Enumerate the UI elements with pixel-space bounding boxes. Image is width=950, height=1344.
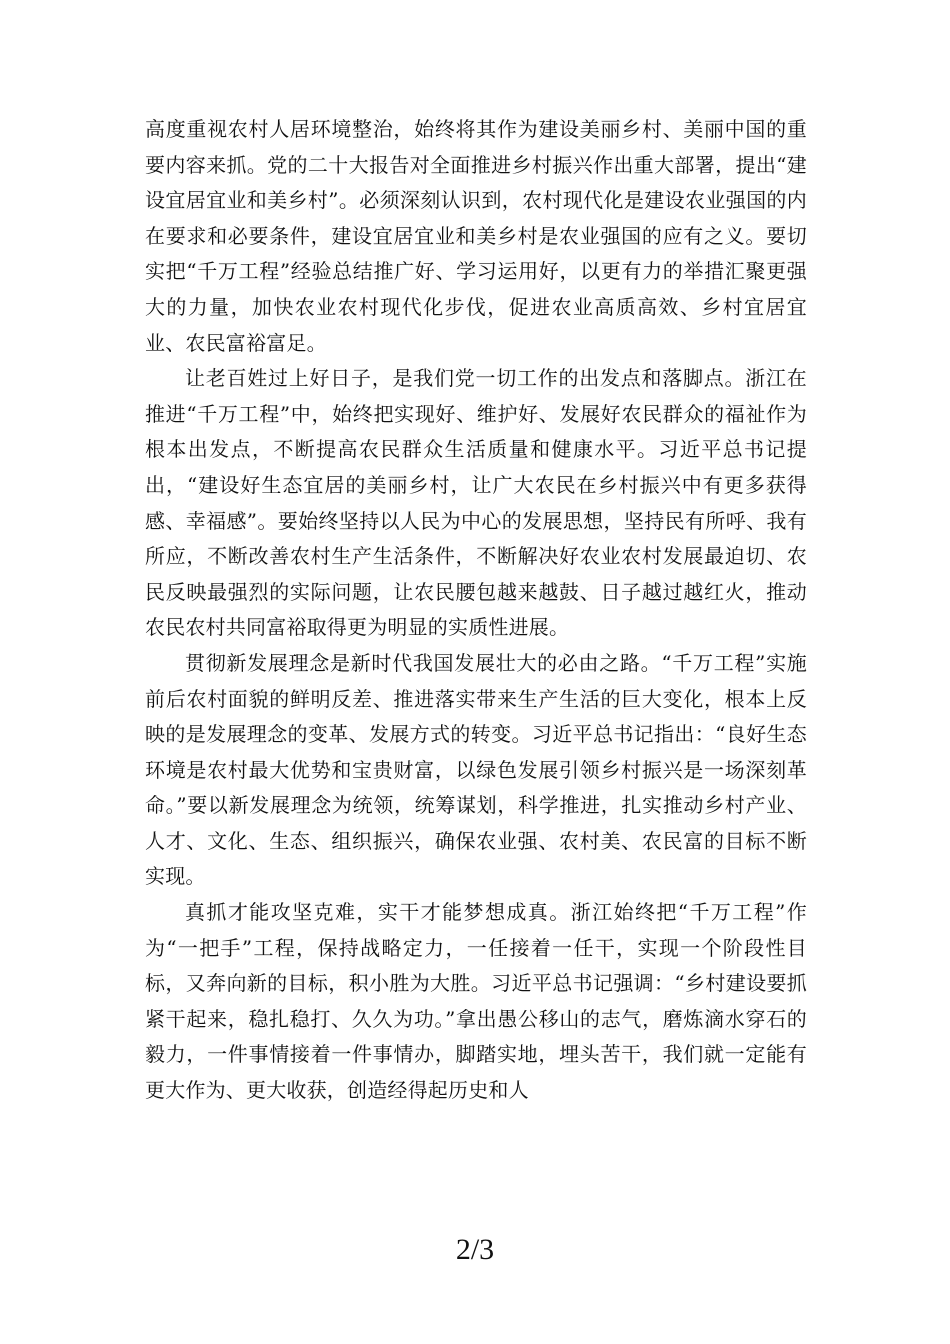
page-number: 2/3	[455, 1233, 495, 1266]
paragraph-3: 贯彻新发展理念是新时代我国发展壮大的必由之路。“千万工程”实施前后农村面貌的鲜明反差、推进落实带来生产生活的巨大变化，根本上反映的是发展理念的变革、发展方式的转变。习近平总书记指出：“良好生态环境是农村最大优势和宝贵财富，以绿色发展引领乡村振兴是一场深刻革命。”要以新发展理念为统领，统筹谋划，科学推进，扎实推动乡村产业、人才、文化、生态、组织振兴，确保农业强、农村美、农民富的目标不断实现。	[145, 650, 807, 889]
paragraph-2: 让老百姓过上好日子，是我们党一切工作的出发点和落脚点。浙江在推进“千万工程”中，始终把实现好、维护好、发展好农民群众的福祉作为根本出发点，不断提高农民群众生活质量和健康水平。习近平总书记提出，“建设好生态宜居的美丽乡村，让广大农民在乡村振兴中有更多获得感、幸福感”。要始终坚持以人民为中心的发展思想，坚持民有所呼、我有所应，不断改善农村生产生活条件，不断解决好农业农村发展最迫切、农民反映最强烈的实际问题，让农民腰包越来越鼓、日子越过越红火，推动农民农村共同富裕取得更为明显的实质性进展。	[145, 366, 807, 640]
paragraph-1: 高度重视农村人居环境整治，始终将其作为建设美丽乡村、美丽中国的重要内容来抓。党的二十大报告对全面推进乡村振兴作出重大部署，提出“建设宜居宜业和美乡村”。必须深刻认识到，农村现代化是建设农业强国的内在要求和必要条件，建设宜居宜业和美乡村是农业强国的应有之义。要切实把“千万工程”经验总结推广好、学习运用好，以更有力的举措汇聚更强大的力量，加快农业农村现代化步伐，促进农业高质高效、乡村宜居宜业、农民富裕富足。	[145, 117, 807, 355]
document-body	[145, 112, 807, 1109]
paragraph-4: 真抓才能攻坚克难，实干才能梦想成真。浙江始终把“千万工程”作为“一把手”工程，保持战略定力，一任接着一任干，实现一个阶段性目标，又奔向新的目标，积小胜为大胜。习近平总书记强调：“乡村建设要抓紧干起来，稳扎稳打、久久为功。”拿出愚公移山的志气，磨炼滴水穿石的毅力，一件事情接着一件事情办，脚踏实地，埋头苦干，我们就一定能有更大作为、更大收获，创造经得起历史和人	[145, 900, 807, 1103]
